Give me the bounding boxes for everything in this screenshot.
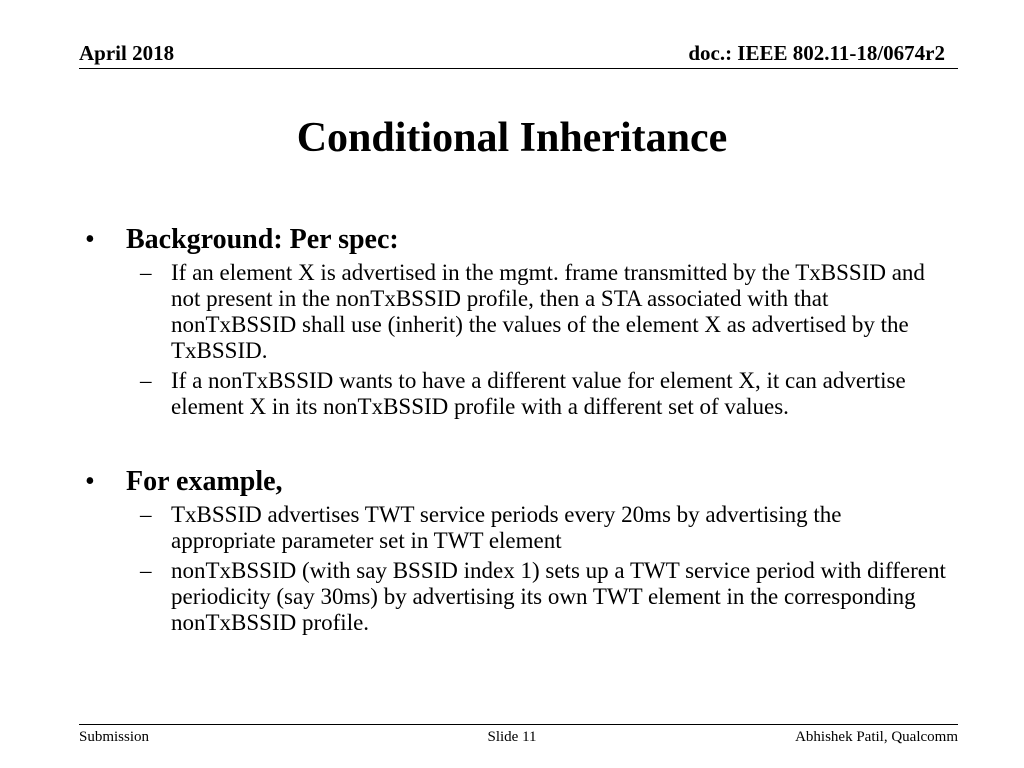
sub-text: If an element X is advertised in the mgmt. frame transmitted by the TxBSSID and not present in the nonTxBSSID profile, then a STA associated with that nonTxBSSID shall use (inherit) the values of the element X as advertised by the TxBSSID.	[171, 260, 925, 363]
bullet-heading: Background: Per spec:	[126, 224, 399, 255]
sub-item	[80, 558, 950, 636]
bullet-background	[80, 222, 950, 258]
sub-marker: –	[140, 368, 152, 393]
sub-item	[80, 260, 950, 364]
sub-text: If a nonTxBSSID wants to have a different value for element X, it can advertise element X in its nonTxBSSID profile with a different set of values.	[171, 368, 906, 419]
bullet-marker: •	[85, 466, 95, 497]
slide-title: Conditional Inheritance	[296, 115, 728, 161]
sub-marker: –	[140, 260, 152, 285]
header-date: April 2018	[79, 41, 175, 65]
footer-slide-number: Slide 11	[487, 729, 537, 745]
sub-list	[80, 260, 950, 420]
spacer	[80, 424, 950, 464]
sub-text: TxBSSID advertises TWT service periods every 20ms by advertising the appropriate parameter set in TWT element	[171, 502, 842, 553]
sub-item	[80, 502, 950, 554]
footer-divider	[79, 724, 958, 725]
bullet-marker: •	[85, 224, 95, 255]
sub-item	[80, 368, 950, 420]
bullet-heading: For example,	[126, 466, 283, 497]
bullet-example	[80, 464, 950, 500]
sub-marker: –	[140, 558, 152, 583]
header-divider	[79, 68, 958, 69]
header-doc-id: doc.: IEEE 802.11-18/0674r2	[688, 41, 945, 65]
sub-list	[80, 502, 950, 636]
footer-author: Abhishek Patil, Qualcomm	[795, 729, 958, 745]
sub-text: nonTxBSSID (with say BSSID index 1) sets up a TWT service period with different periodicity (say 30ms) by advertising its own TWT element in the corresponding nonTxBSSID profile.	[171, 558, 946, 635]
sub-marker: –	[140, 502, 152, 527]
slide-body	[80, 222, 950, 640]
footer-submission: Submission	[79, 729, 150, 745]
